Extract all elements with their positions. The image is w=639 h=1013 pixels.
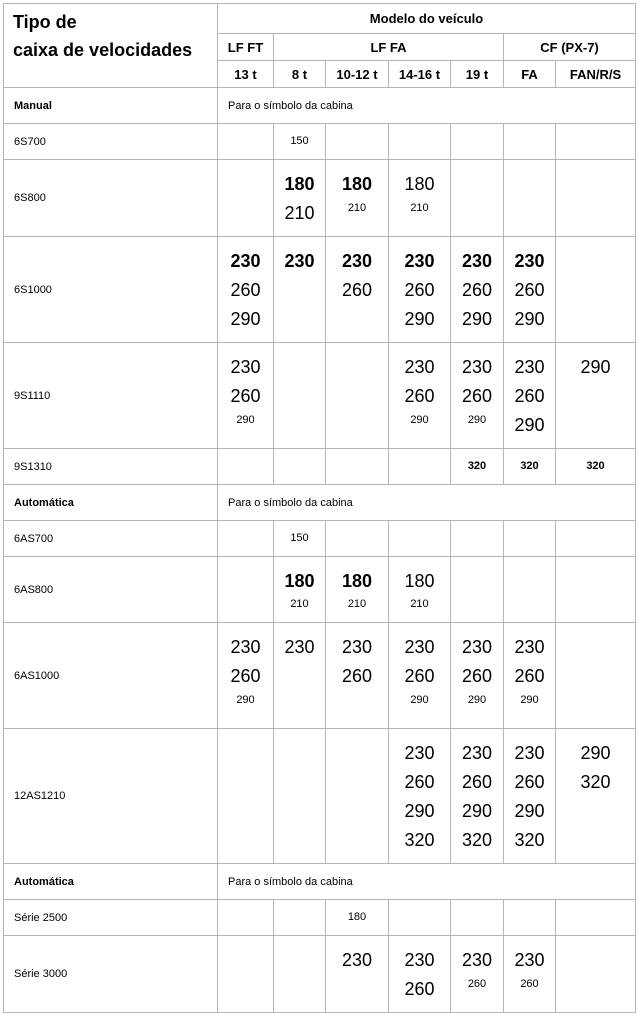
value-cell: 260	[341, 280, 373, 300]
value-cell: 180	[341, 571, 373, 591]
section-label-manual: Manual	[4, 88, 218, 124]
row-label: 6S700	[4, 124, 218, 160]
value-cell: 230	[341, 950, 373, 970]
value-cell: 290	[236, 414, 255, 426]
value-cell: 260	[520, 978, 539, 990]
subcol-10-12t: 10-12 t	[326, 61, 389, 88]
value-cell: 260	[514, 386, 545, 406]
value-cell: 230	[341, 637, 373, 657]
group-cf: CF (PX-7)	[504, 34, 636, 61]
title-line2: caixa de velocidades	[13, 40, 193, 60]
value-cell: 290	[514, 309, 545, 329]
value-cell: 230	[341, 251, 373, 271]
row-label: 9S1110	[4, 343, 218, 449]
table-row	[4, 623, 636, 729]
value-cell: 230	[404, 357, 435, 377]
value-cell: 290	[230, 309, 261, 329]
value-cell: 260	[404, 772, 435, 792]
value-cell: 260	[230, 280, 261, 300]
value-cell: 230	[404, 950, 435, 970]
section-row	[4, 88, 636, 124]
row-label: Série 3000	[4, 936, 218, 1013]
value-cell: 230	[404, 251, 435, 271]
value-cell: 260	[404, 979, 435, 999]
table-row	[4, 521, 636, 557]
value-cell: 230	[230, 251, 261, 271]
table-row	[4, 343, 636, 449]
subcol-fa: FA	[504, 61, 556, 88]
subcol-19t: 19 t	[451, 61, 504, 88]
value-cell: 290	[467, 694, 487, 706]
value-cell: 290	[404, 801, 435, 821]
value-cell: 180	[341, 174, 373, 194]
group-lf-ft: LF FT	[218, 34, 274, 61]
value-cell: 260	[404, 386, 435, 406]
value-cell: 230	[404, 743, 435, 763]
value-cell: 320	[461, 830, 493, 850]
value-cell: 290	[461, 309, 493, 329]
value-cell: 230	[514, 637, 545, 657]
value-cell: 230	[514, 357, 545, 377]
value-cell: 230	[461, 251, 493, 271]
value-cell: 260	[514, 772, 545, 792]
value-cell: 290	[467, 414, 487, 426]
table-row	[4, 900, 636, 936]
value-cell: 230	[461, 950, 493, 970]
subcol-8t: 8 t	[274, 61, 326, 88]
value-cell: 260	[230, 666, 261, 686]
row-label: 6S1000	[4, 237, 218, 343]
value-cell: 230	[461, 743, 493, 763]
table-row	[4, 160, 636, 237]
title-line1: Tipo de	[13, 12, 77, 32]
cab-symbol-note: Para o símbolo da cabina	[218, 88, 636, 124]
value-cell: 290	[404, 309, 435, 329]
subcol-fanrs: FAN/R/S	[556, 61, 636, 88]
value-cell: 320	[520, 460, 539, 472]
value-cell: 290	[580, 743, 611, 763]
cab-symbol-note: Para o símbolo da cabina	[218, 864, 636, 900]
value-cell: 320	[586, 460, 605, 472]
value-cell: 260	[404, 666, 435, 686]
value-cell: 180	[347, 911, 367, 923]
value-cell: 320	[467, 460, 487, 472]
value-cell: 180	[284, 571, 315, 591]
value-cell: 260	[230, 386, 261, 406]
table-row	[4, 936, 636, 1013]
row-label: 6AS700	[4, 521, 218, 557]
value-cell: 210	[347, 598, 367, 610]
value-cell: 230	[284, 251, 315, 271]
value-cell: 180	[404, 571, 435, 591]
subcol-14-16t: 14-16 t	[389, 61, 451, 88]
row-label: 6AS800	[4, 557, 218, 623]
value-cell: 230	[514, 251, 545, 271]
value-cell: 260	[461, 280, 493, 300]
row-label: 6AS1000	[4, 623, 218, 729]
section-row	[4, 485, 636, 521]
value-cell: 260	[467, 978, 487, 990]
value-cell: 210	[410, 202, 429, 214]
value-cell: 210	[410, 598, 429, 610]
row-label: 9S1310	[4, 449, 218, 485]
row-label: 6S800	[4, 160, 218, 237]
value-cell: 290	[410, 694, 429, 706]
value-cell: 230	[461, 637, 493, 657]
value-cell: 230	[230, 637, 261, 657]
value-cell: 230	[404, 637, 435, 657]
value-cell: 180	[284, 174, 315, 194]
value-cell: 180	[404, 174, 435, 194]
value-cell: 290	[520, 694, 539, 706]
table-row	[4, 124, 636, 160]
value-cell: 320	[404, 830, 435, 850]
value-cell: 230	[461, 357, 493, 377]
value-cell: 210	[284, 203, 315, 223]
table-row	[4, 449, 636, 485]
value-cell: 290	[236, 694, 255, 706]
value-cell: 260	[514, 666, 545, 686]
row-label: 12AS1210	[4, 729, 218, 864]
value-cell: 230	[514, 743, 545, 763]
value-cell: 230	[230, 357, 261, 377]
value-cell: 290	[514, 801, 545, 821]
value-cell: 150	[290, 135, 309, 147]
value-cell: 320	[580, 772, 611, 792]
value-cell: 210	[347, 202, 367, 214]
value-cell: 260	[461, 386, 493, 406]
value-cell: 290	[580, 357, 611, 377]
value-cell: 260	[461, 666, 493, 686]
subcol-13t: 13 t	[218, 61, 274, 88]
value-cell: 320	[514, 830, 545, 850]
row-label: Série 2500	[4, 900, 218, 936]
cab-symbol-note: Para o símbolo da cabina	[218, 485, 636, 521]
value-cell: 260	[341, 666, 373, 686]
table-row	[4, 237, 636, 343]
value-cell: 210	[290, 598, 309, 610]
table-row	[4, 729, 636, 864]
group-lf-fa: LF FA	[274, 34, 504, 61]
value-cell: 260	[404, 280, 435, 300]
value-cell: 290	[461, 801, 493, 821]
value-cell: 290	[410, 414, 429, 426]
table-row	[4, 557, 636, 623]
section-label-automatica: Automática	[4, 485, 218, 521]
model-header: Modelo do veículo	[218, 4, 636, 34]
value-cell: 290	[514, 415, 545, 435]
section-row	[4, 864, 636, 900]
value-cell: 260	[461, 772, 493, 792]
table-title	[4, 4, 218, 88]
value-cell: 260	[514, 280, 545, 300]
value-cell: 230	[514, 950, 545, 970]
section-label-automatica-2: Automática	[4, 864, 218, 900]
value-cell: 150	[290, 532, 309, 544]
value-cell: 230	[284, 637, 315, 657]
